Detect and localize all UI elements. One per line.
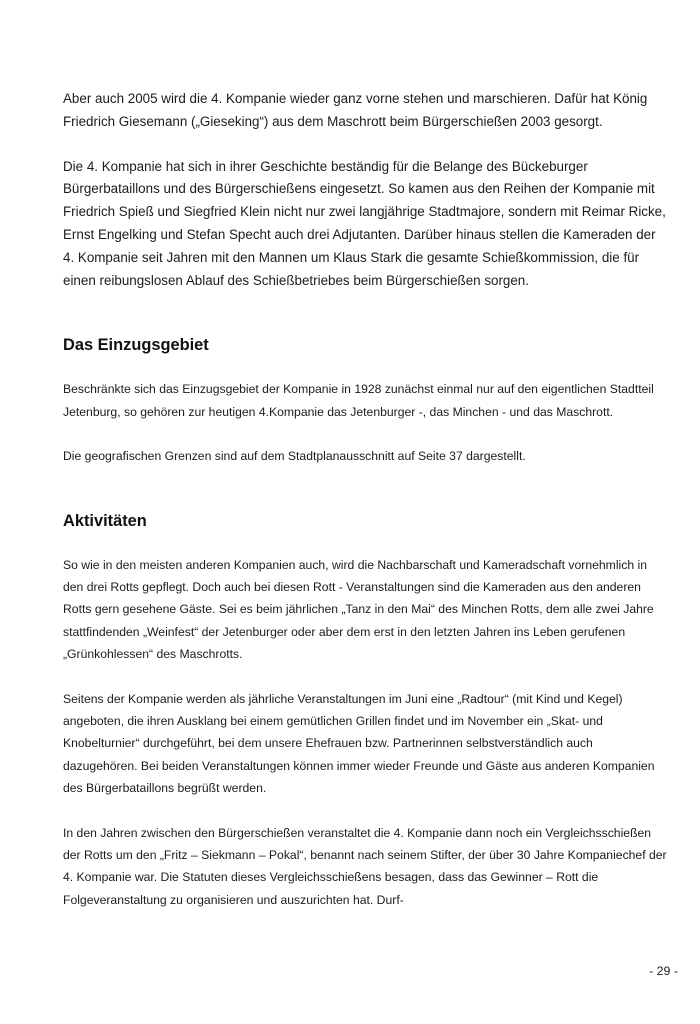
page-number: - 29 - — [649, 964, 678, 978]
document-page — [63, 88, 669, 911]
paragraph: So wie in den meisten anderen Kompanien auch, wird die Nachbarschaft und Kameradschaft vornehmlich in den drei Rotts gepflegt. Doch auch bei diesen Rott - Veranstaltungen sind die Kameraden aus den anderen Rotts gern gesehene Gäste. Sei es beim jährlichen „Tanz in den Mai“ des Minchen Rotts, dem alle zwei Jahre stattfindenden „Weinfest“ der Jetenburger oder aber dem erst in den letzten Jahren ins Leben gerufenen „Grünkohlessen“ des Maschrotts. — [63, 557, 654, 662]
paragraph: Beschränkte sich das Einzugsgebiet der Kompanie in 1928 zunächst einmal nur auf den eigentlichen Stadtteil Jetenburg, so gehören zur heutigen 4.Kompanie das Jetenburger -, das Minchen - und das Maschrott. — [63, 382, 654, 419]
paragraph: Aber auch 2005 wird die 4. Kompanie wieder ganz vorne stehen und marschieren. Dafür hat König Friedrich Giesemann („Gieseking“) aus dem Maschrott beim Bürgerschießen 2003 gesorgt. — [63, 91, 648, 129]
paragraph: Seitens der Kompanie werden als jährliche Veranstaltungen im Juni eine „Radtour“ (mit Kind und Kegel) angeboten, die ihren Ausklang bei einem gemütlichen Grillen findet und im November ein „Skat- und Knobelturnier“ durchgeführt, bei dem unsere Ehefrauen bzw. Partnerinnen selbstverständlich auch dazugehören. Bei beiden Veranstaltungen können immer wieder Freunde und Gäste aus anderen Kompanien des Bürgerbataillons begrüßt werden. — [63, 691, 655, 796]
section-heading-aktivitaeten: Aktivitäten — [63, 511, 147, 530]
paragraph: Die geografischen Grenzen sind auf dem Stadtplanausschnitt auf Seite 37 dargestellt. — [63, 449, 526, 464]
section-heading-einzugsgebiet: Das Einzugsgebiet — [63, 336, 209, 355]
paragraph: Die 4. Kompanie hat sich in ihrer Geschichte beständig für die Belange des Bückeburger Bürgerbataillons und des Bürgerschießens eingesetzt. So kamen aus den Reihen der Kompanie mit Friedrich Spieß und Siegfried Klein nicht nur zwei langjährige Stadtmajore, sondern mit Reimar Ricke, Ernst Engelking und Stefan Specht auch drei Adjutanten. Darüber hinaus stellen die Kameraden der 4. Kompanie seit Jahren mit den Mannen um Klaus Stark die gesamte Schießkommission, die für einen reibungslosen Ablauf des Schießbetriebes beim Bürgerschießen sorgen. — [63, 158, 666, 288]
paragraph: In den Jahren zwischen den Bürgerschießen veranstaltet die 4. Kompanie dann noch ein Vergleichsschießen der Rotts um den „Fritz – Siekmann – Pokal“, benannt nach seinem Stifter, der über 30 Jahre Kompaniechef der 4. Kompanie war. Die Statuten dieses Vergleichsschießens besagen, dass das Gewinner – Rott die Folgeveranstaltung zu organisieren und auszurichten hat. Durf- — [63, 825, 667, 907]
